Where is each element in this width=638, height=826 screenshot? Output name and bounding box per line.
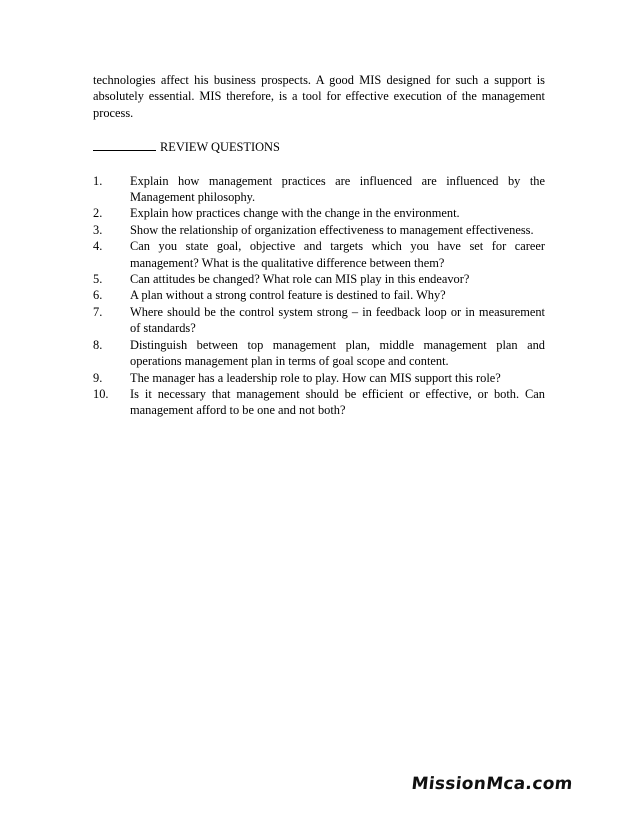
question-text: Where should be the control system strong – in feedback loop or in measurement of standards?	[130, 304, 545, 336]
watermark-logo: MissionMca.com	[410, 774, 574, 794]
list-item	[93, 337, 545, 370]
list-item	[93, 287, 545, 303]
question-number: 10.	[93, 386, 109, 401]
question-text: The manager has a leadership role to play. How can MIS support this role?	[130, 370, 501, 385]
question-text: Distinguish between top management plan, middle management plan and operations management plan in terms of goal scope and content.	[130, 337, 545, 369]
list-item	[93, 386, 545, 419]
document-page	[93, 72, 545, 419]
intro-paragraph: technologies affect his business prospects. A good MIS designed for such a support is absolutely essential. MIS therefore, is a tool for effective execution of the management process.	[93, 73, 545, 120]
question-text: Can you state goal, objective and targets which you have set for career management? What is the qualitative difference between them?	[130, 239, 545, 270]
question-number: 2.	[93, 206, 103, 221]
list-item	[93, 271, 545, 287]
question-number: 7.	[93, 304, 103, 319]
question-text: Explain how management practices are influenced are influenced by the Management philosophy.	[130, 173, 545, 205]
section-heading	[93, 138, 545, 155]
question-text: Can attitudes be changed? What role can MIS play in this endeavor?	[130, 272, 470, 287]
question-number: 4.	[93, 239, 103, 254]
question-number: 9.	[93, 370, 103, 385]
question-text: Show the relationship of organization effectiveness to management effectiveness.	[130, 222, 534, 237]
list-item	[93, 222, 545, 238]
list-item	[93, 238, 545, 271]
question-number: 5.	[93, 272, 103, 287]
question-number: 6.	[93, 288, 103, 303]
review-questions-list	[93, 173, 545, 419]
question-number: 1.	[93, 173, 103, 188]
question-number: 3.	[93, 222, 103, 237]
list-item	[93, 173, 545, 206]
section-heading-text: REVIEW QUESTIONS	[160, 140, 280, 155]
list-item	[93, 205, 545, 221]
question-text: A plan without a strong control feature is destined to fail. Why?	[130, 288, 446, 303]
question-text: Explain how practices change with the change in the environment.	[130, 206, 460, 221]
list-item	[93, 304, 545, 337]
question-text: Is it necessary that management should be efficient or effective, or both. Can management afford to be one and not both?	[130, 386, 545, 418]
list-item	[93, 370, 545, 386]
heading-rule	[93, 138, 156, 151]
question-number: 8.	[93, 337, 103, 352]
